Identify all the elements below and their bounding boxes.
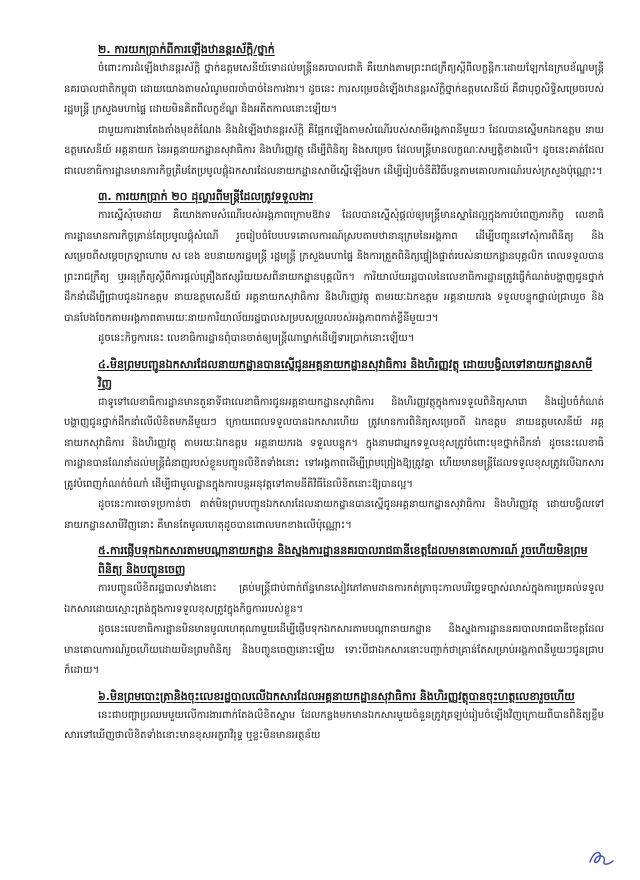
- section-heading: ៤.មិនព្រមបញ្ជូនឯកសារដែលនាយកដ្ឋានបានស្នើជូនអគ្គនាយកដ្ឋានសុវាធិការ និងហិរញ្ញវត្ថុ ដោយបង្វិលទៅនាយកដ្ឋានសាមីវិញ: [98, 357, 593, 390]
- section-heading: ៥.ការផ្ញើបទុកឯកសារតាមបណ្តានាយកដ្ឋាន និងស្នងការដ្ឋាននគរបាលរាជធានីខេត្តដែលមានគោលការណ៍ រួចហើយមិនព្រមពិនិត្យ និងបញ្ចូនចេញ: [98, 544, 588, 576]
- body-paragraph: ដូចនេះការចោទប្រកាន់ថា គាត់មិនព្រមបញ្ជូនឯកសារដែលនាយកដ្ឋានបានស្នើជូនអគ្គនាយកដ្ឋានសុវាធិការ និងហិរញ្ញវត្ថុ ដោយបង្វិលទៅនាយកដ្ឋានសាមីវិញនោះ គឺមានតែមូលហេតុដូចបានពោលមកខាងលើប៉ុណ្ណោះ។: [64, 499, 604, 531]
- body-paragraph: ចំពោះការដំឡើងឋានន្តរស័ក្តិ ថ្នាក់ឧត្តមសេនីយ៍ទោដល់មន្ត្រីនគរបាលជាតិ គឺយោងតាមព្រះរាជក្រឹត្យស្តីពីលក្ខន្តិកៈដោយឡែកនៃក្របខ័ណ្ឌមន្ត្រីនគរបាលជាតិកម្ពុជា ដោយយោងតាមសំណូមពរចាំបាច់នៃការងារ។ ដូចនេះ ការសម្រេចដំឡើងឋានន្តរស័ក្តិថ្នាក់ឧត្តមសេនីយ៍ គឺជាបុព្វសិទ្ធិសម្រេចរបស់រដ្ឋមន្ត្រី ក្រសួងមហាផ្ទៃ ដោយមិនគិតពីលក្ខខ័ណ្ឌ និងអតីតកាលនោះឡើយ។: [64, 63, 604, 115]
- document-section: [64, 355, 604, 537]
- section-heading: ២. ការយកប្រាក់ពីការឡើងឋានន្តរស័ក្តិ/ថ្នាក់: [98, 43, 275, 56]
- document-section: [64, 40, 604, 182]
- body-paragraph: នេះជាបញ្ហាប្រឈមមួយលើការងារពាក់តែងលិខិតស្នាម ដែលកន្លងមកមានឯកសារមួយចំនួនត្រូវត្រឡប់រៀបចំឡើងវិញក្រោយពីបានពិនិត្យខ្លឹមសារទៅឃើញថាលិខិតទាំងនោះមានខុសអក្ខរាវិរុទ្ធ ឬខ្លះមិនមានអត្ថន័យ: [64, 709, 604, 741]
- body-paragraph: ដូចនេះកិច្ចការនេះ លេខាធិការដ្ឋានពុំបានចាត់ឲ្យមន្ត្រីណាម្នាក់ដើម្បីទារប្រាក់នោះឡើយ។: [98, 333, 415, 344]
- document-page: [64, 40, 604, 752]
- body-paragraph: ការបញ្ចូនលិខិតរដ្ឋបាលទាំងនោះ គ្រប់មន្ត្រីជាប់ពាក់ព័ន្ធមានសៀវភៅតាមដានការកត់ត្រាចុះកាលបរិច្ឆេទច្បាស់លាស់ក្នុងការប្រគល់ទទួលឯកសារដោយស្មោះត្រង់ក្នុងការទទួលខុសត្រូវក្នុងកិច្ចការរបស់ខ្លួន។: [64, 583, 604, 615]
- body-paragraph: ដូចនេះលេខាធិការដ្ឋានមិនមានមូលហេតុណាមួយដើម្បីផ្ញើបទុកឯកសារតាមបណ្តានាយកដ្ឋាន និងស្នងការដ្ឋាននគរបាលរាជធានីខេត្តដែលមានគោលការណ៍រួចហើយដោយមិនព្រមពិនិត្យ និងបញ្ចូនចេញនោះឡើយ ទោះបីជាឯកសារនោះបញ្ជាក់ថាគ្រាន់តែសម្រាប់អង្គភាពនីមួយៗជូនជ្រាបក៏ដោយ។: [64, 624, 604, 676]
- body-paragraph: ការស្នើសុំមេដាយ គឺយោងតាមសំណើរបស់អង្គភាពក្រោមឱវាទ ដែលបានស្នើសុំផ្តល់ឲ្យមន្ត្រីមានស្នាដៃល្អក្នុងការបំពេញភារកិច្ច លេខាធិការដ្ឋានមានភារកិច្ចគ្រាន់តែប្រមូលផ្តុំសំណើ រួចរៀបចំបែបបទគោលការណ៍ស្របតាមឋានានុក្រមនៃអង្គភាព ដើម្បីបញ្ជូនទៅសុំការពិនិត្យ និងសម្រេចពីសម្តេចក្រឡាហោម ស ខេង ឧបនាយករដ្ឋមន្ត្រី រដ្ឋមន្ត្រី ក្រសួងមហាផ្ទៃ និងការត្រួតពិនិត្យផ្ទៀងផ្ទាត់របស់នាយកដ្ឋានបុគ្គលិក ពេលទទួលបានព្រះរាជក្រឹត្យ ឬអនុក្រឹត្យស្តីពីការផ្តល់គ្រឿងឥស្សរិយយសពីនាយកដ្ឋានបុគ្គលិក។ ការិយាល័យរដ្ឋបាលនៃលេខាធិការដ្ឋានត្រូវធ្វើកំណត់បង្ហាញជូនថ្នាក់ដឹកនាំដើម្បីជ្រាបជូនឯកឧត្តម នាយឧត្តមសេនីយ៍ អគ្គនាយកសុវាធិការ និងហិរញ្ញវត្ថុ តាមរយៈឯកឧត្តម អគ្គនាយករង ទទួលបន្ទុកផ្ទាល់ជ្រាបរួច និងបានបែងចែកតាមអង្គភាពតាមរយៈនាយការិយាល័យរដ្ឋបាលសម្របសម្រួលរបស់អង្គភាពកាត់ខ្លីនីមួយៗ។: [64, 210, 604, 324]
- handwritten-mark-icon: [586, 846, 616, 868]
- section-heading: ៣. ការយកប្រាក់ ២០ ដុល្លារពីមន្ត្រីដែលត្រូវទទួលងារ: [98, 190, 314, 203]
- document-section: [64, 187, 604, 350]
- section-heading: ៦.មិនព្រមបោះត្រានិងចុះលេខរដ្ឋបាលលើឯកសារដែលអគ្គនាយកដ្ឋានសុវាធិការ និងហិរញ្ញវត្ថុបានចុះហត្ថលេខារួចហើយ: [98, 689, 575, 703]
- body-paragraph: ជាមួយការងារតែងតាំងមុខតំណែង និងដំឡើងឋានន្តរស័ក្តិ គឺផ្អែកឡើងតាមសំណើរបស់សាមីអង្គភាពនីមួយៗ ដែលបានស្នើមកឯកឧត្តម នាយឧត្តមសេនីយ៍ អគ្គនាយក នៃអគ្គនាយកដ្ឋានសុវាធិការ និងហិរញ្ញវត្ថុ ដើម្បីពិនិត្យ និងសម្រេច ដែលមន្ត្រីមានលក្ខណៈសម្បត្តិខាងលើ។ ដូចនេះគាត់ដែលជាលេខាធិការដ្ឋានមានភារកិច្ចត្រឹមតែប្រមូលផ្តុំឯកសារដែលនាយកដ្ឋានសាមីស្នើឡើងមក ដើម្បីរៀបចំនីតិវិធីបន្តតាមគោលការណ៍របស់ក្រសួងប៉ុណ្ណោះ។: [64, 124, 604, 177]
- document-section: [64, 687, 604, 747]
- body-paragraph: ជាទូទៅលេខាធិការដ្ឋានមានតួនាទីជាលេខាធិការជូនអគ្គនាយកដ្ឋានសុវាធិការ និងហិរញ្ញវត្ថុក្នុងការទទួលពិនិត្យសារោ និងរៀបចំកំណត់បង្ហាញជូនថ្នាក់ដឹកនាំលើលិខិតមកនីមួយៗ ក្រោយពេលទទួលបានឯកសារហើយ ត្រូវមានការពិនិត្យសម្រេចពី ឯកឧត្តម នាយឧត្តមសេនីយ៍ អគ្គនាយកសុវាធិការ និងហិរញ្ញវត្ថុ តាមរយៈឯកឧត្តម អគ្គនាយករង ទទួលបន្ទុក។ ក្នុងនាមជាអ្នកទទួលខុសត្រូវចំពោះមុខថ្នាក់ដឹកនាំ ដូចនេះលេខាធិការដ្ឋានបានណែនាំដល់មន្ត្រីជំនាញរបស់ខ្លួនបញ្ជូនលិខិតទាំងនោះ ទៅអង្គភាពដើម្បីព្រមព្រៀងឱ្យត្រូវគ្នា ហើយមានមន្ត្រីដែលទទួលខុសត្រូវលើឯកសារ ត្រូវបំពេញកំណត់ចំណាំ ដើម្បីជាមូលដ្ឋានក្នុងការបន្តអនុវត្តទៅតាមនីតិវិធីនៃលិខិតនោះឱ្យបានល្អ។: [64, 396, 604, 490]
- document-section: [64, 541, 604, 682]
